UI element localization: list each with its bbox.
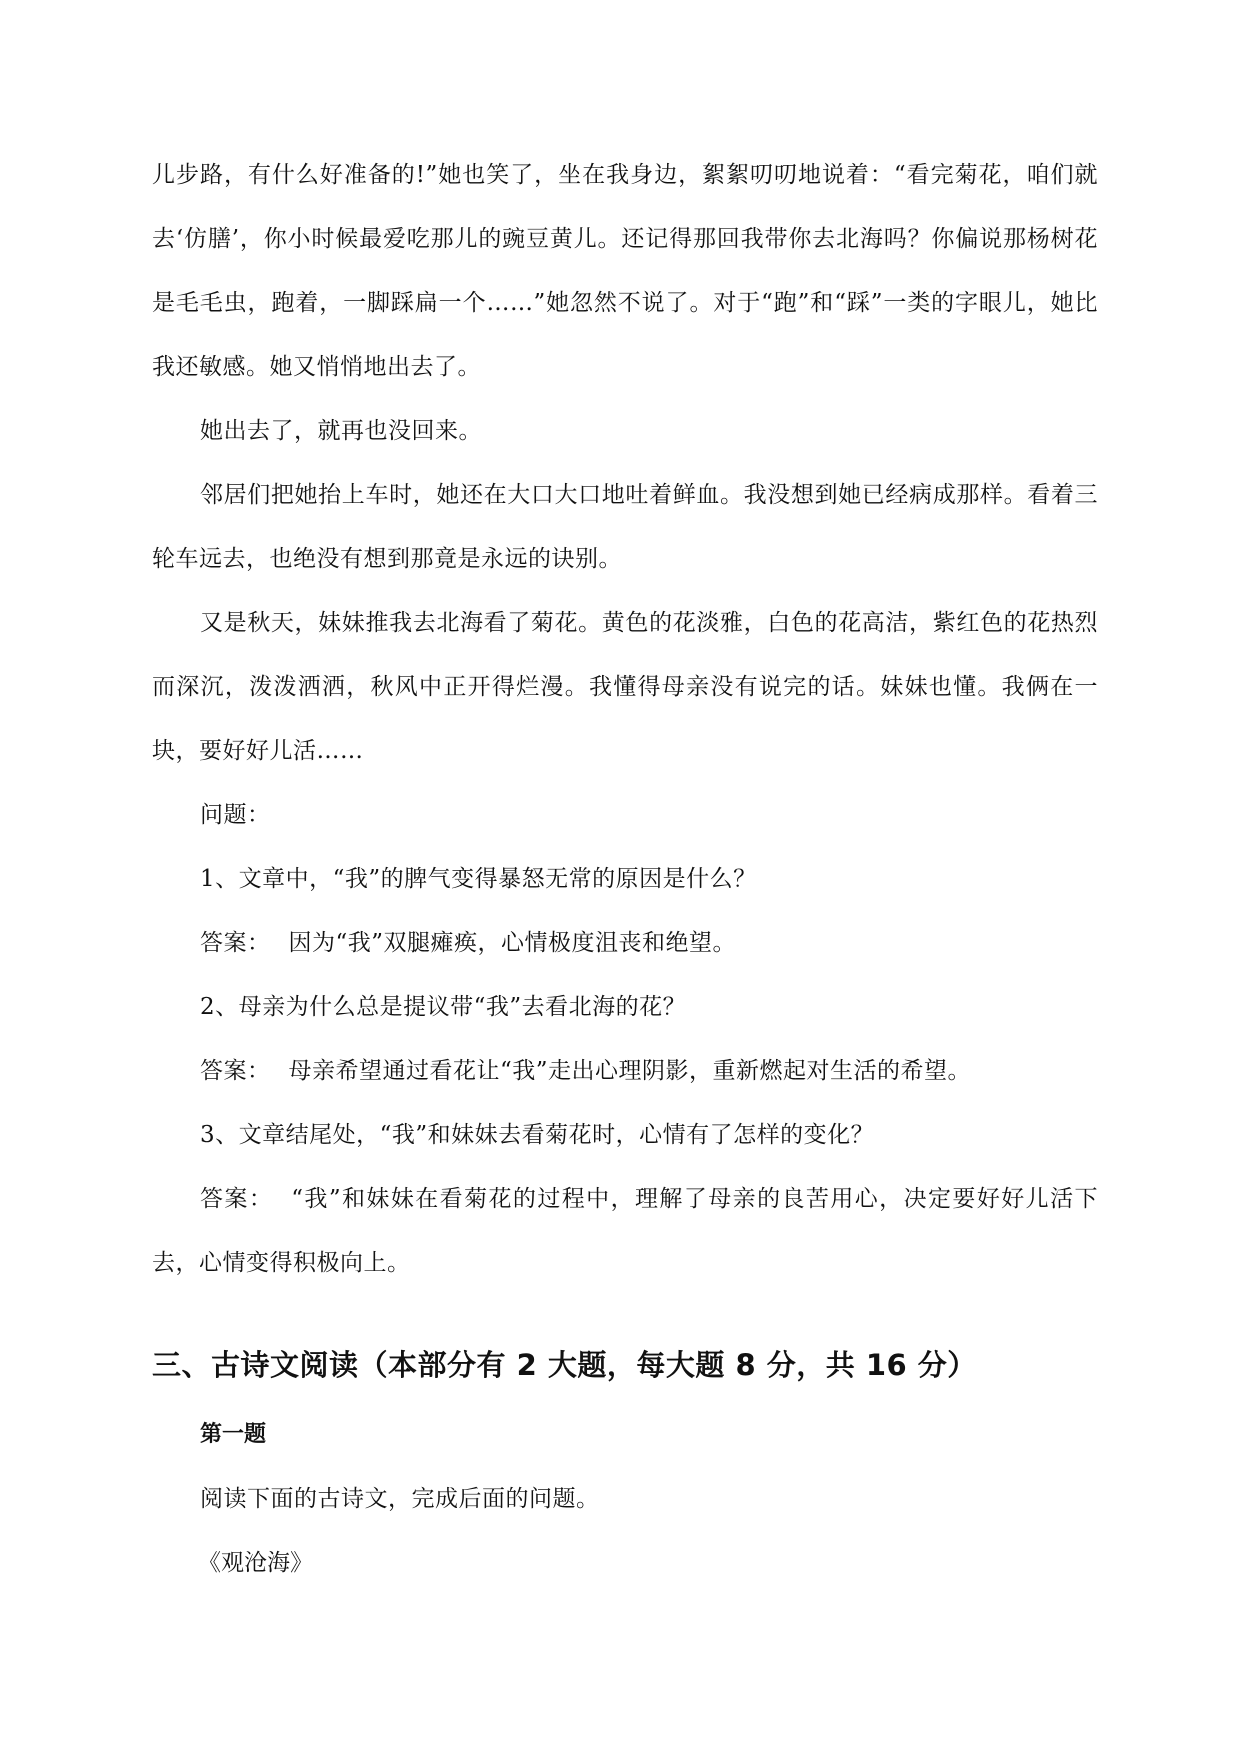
passage-paragraph-4: 又是秋天，妹妹推我去北海看了菊花。黄色的花淡雅，白色的花高洁，紫红色的花热烈而深沉，泼泼洒洒，秋风中正开得烂漫。我懂得母亲没有说完的话。妹妹也懂。我俩在一块，要好好儿活…… bbox=[152, 610, 1098, 764]
answer-label: 答案： bbox=[200, 1058, 271, 1084]
answer-text: 母亲希望通过看花让“我”走出心理阴影，重新燃起对生活的希望。 bbox=[288, 1058, 972, 1084]
passage-paragraph-2: 她出去了，就再也没回来。 bbox=[200, 418, 482, 444]
passage-paragraph-1: 儿步路，有什么好准备的!”她也笑了，坐在我身边，絮絮叨叨地说着：“看完菊花，咱们就去‘仿膳’，你小时候最爱吃那儿的豌豆黄儿。还记得那回我带你去北海吗？你偏说那杨树花是毛毛虫，跑着，一脚踩扁一个……”她忽然不说了。对于“跑”和“踩”一类的字眼儿，她比我还敏感。她又悄悄地出去了。 bbox=[152, 162, 1098, 380]
section-heading: 三、古诗文阅读（本部分有 2 大题，每大题 8 分，共 16 分） bbox=[152, 1348, 977, 1382]
answer-text: “我”和妹妹在看菊花的过程中，理解了母亲的良苦用心，决定要好好儿活下去，心情变得积极向上。 bbox=[152, 1186, 1098, 1276]
question-1: 1、文章中，“我”的脾气变得暴怒无常的原因是什么？ bbox=[200, 866, 757, 892]
answer-2 bbox=[152, 1039, 1098, 1103]
passage-paragraph-3: 邻居们把她抬上车时，她还在大口大口地吐着鲜血。我没想到她已经病成那样。看着三轮车远去，也绝没有想到那竟是永远的诀别。 bbox=[152, 482, 1098, 572]
answer-1 bbox=[152, 911, 1098, 975]
question-2: 2、母亲为什么总是提议带“我”去看北海的花？ bbox=[200, 994, 687, 1020]
instruction-text: 阅读下面的古诗文，完成后面的问题。 bbox=[200, 1486, 600, 1512]
answer-text: 因为“我”双腿瘫痪，心情极度沮丧和绝望。 bbox=[288, 930, 737, 956]
answer-label: 答案： bbox=[200, 1186, 274, 1212]
sub-heading: 第一题 bbox=[200, 1422, 267, 1447]
page-content bbox=[152, 143, 1098, 1595]
answer-label: 答案： bbox=[200, 930, 271, 956]
poem-title: 《观沧海》 bbox=[198, 1550, 313, 1576]
question-3: 3、文章结尾处，“我”和妹妹去看菊花时，心情有了怎样的变化？ bbox=[200, 1122, 875, 1148]
answer-3 bbox=[152, 1167, 1098, 1295]
questions-label: 问题： bbox=[200, 802, 271, 828]
